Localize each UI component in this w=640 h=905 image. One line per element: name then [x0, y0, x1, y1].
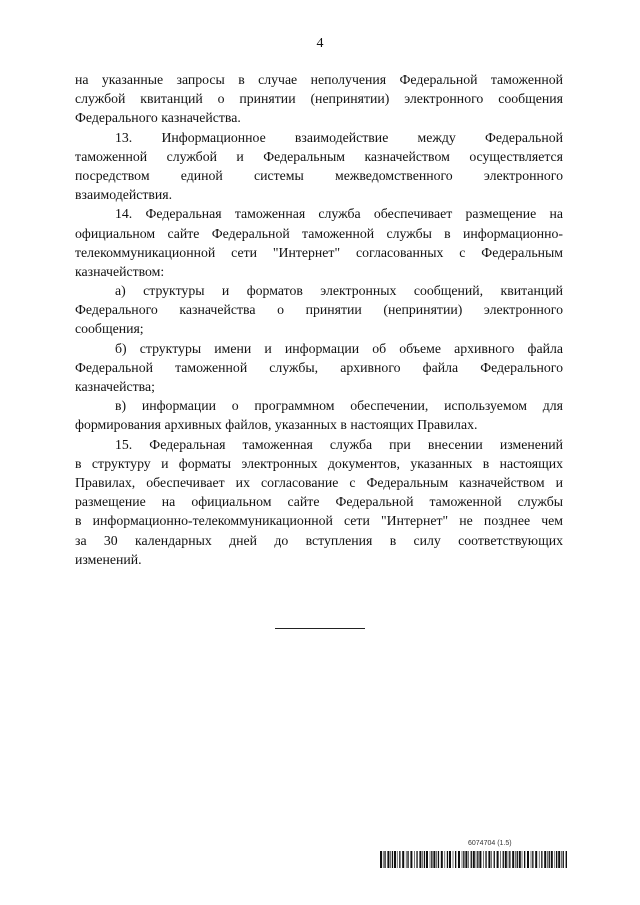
text-line: казначейства; — [75, 379, 155, 394]
text-line: Федерального казначейства о принятии (непринятии) электронного — [75, 302, 563, 318]
text-line: а) структуры и форматов электронных сообщений, квитанций — [115, 283, 563, 299]
text-line: взаимодействия. — [75, 187, 173, 203]
text-line: официальном сайте Федеральной таможенной службы в информационно- — [75, 225, 563, 241]
text-line: на указанные запросы в случае неполучения Федеральной таможенной — [75, 72, 563, 87]
end-divider — [275, 628, 365, 629]
text-line: таможенной службой и Федеральным казначейством осуществляется — [75, 148, 563, 164]
text-line: Правилах, обеспечивает их согласование с Федеральным казначейством и — [75, 474, 563, 490]
document-body — [75, 70, 563, 569]
barcode-image — [380, 851, 567, 868]
text-line: 13. Информационное взаимодействие между Федеральной — [115, 129, 563, 145]
text-line: б) структуры имени и информации об объеме архивного файла — [115, 340, 563, 356]
text-line: за 30 календарных дней до вступления в силу соответствующих — [75, 532, 563, 548]
text-line: Федеральной таможенной службы, архивного файла Федерального — [75, 359, 563, 375]
text-line: казначейством: — [75, 263, 165, 279]
barcode-label: 6074704 (1.5) — [468, 840, 512, 847]
text-line: службой квитанций о принятии (непринятии) электронного сообщения — [75, 91, 563, 107]
text-line: в структуру и форматы электронных документов, указанных в настоящих — [75, 455, 563, 471]
text-line: формирования архивных файлов, указанных в настоящих Правилах. — [75, 417, 478, 433]
text-line: изменений. — [75, 551, 142, 567]
text-line: сообщения; — [75, 321, 144, 337]
text-line: в) информации о программном обеспечении, используемом для — [115, 398, 563, 414]
text-line: 15. Федеральная таможенная служба при внесении изменений — [115, 436, 563, 452]
text-line: 14. Федеральная таможенная служба обеспечивает размещение на — [115, 206, 563, 222]
page-number: 4 — [316, 36, 324, 51]
text-line: размещение на официальном сайте Федеральной таможенной службы — [75, 494, 563, 510]
text-line: Федерального казначейства. — [75, 110, 241, 126]
text-line: в информационно-телекоммуникационной сети "Интернет" не позднее чем — [75, 513, 563, 529]
text-line: телекоммуникационной сети "Интернет" согласованных с Федеральным — [75, 244, 563, 260]
text-line: посредством единой системы межведомственного электронного — [75, 167, 563, 183]
